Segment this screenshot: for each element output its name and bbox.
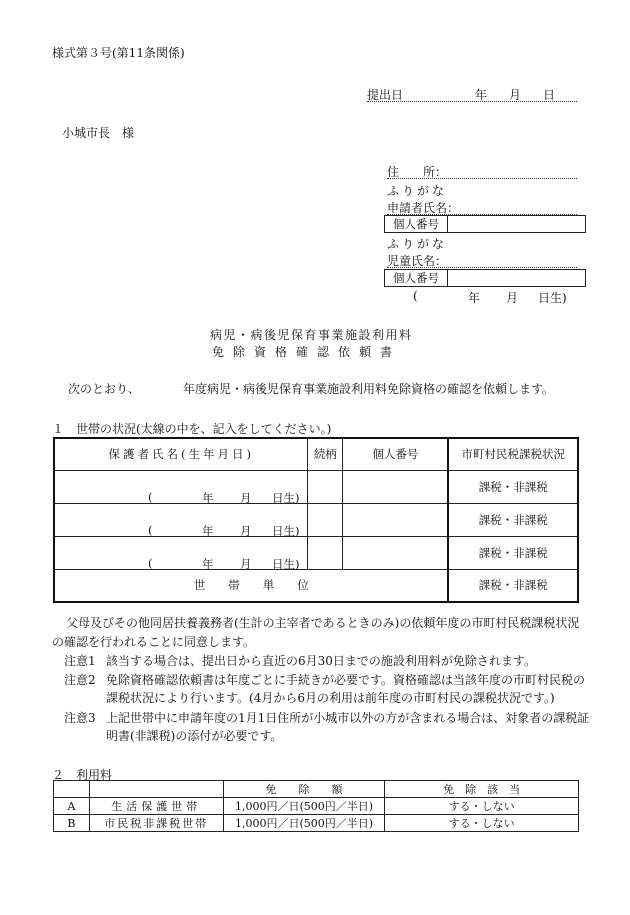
submission-date-line[interactable] [367,86,577,102]
note1-label: 注意1 [64,654,96,668]
guardian-cell[interactable]: ( 年 月 日生) [54,503,308,536]
row-name: 生活保護世帯 [89,798,223,815]
header-id: 個人番号 [343,438,449,470]
applicant-name-label: 申請者氏名： [387,201,460,215]
form-number: 様式第３号(第11条関係) [52,46,185,60]
household-tax-status[interactable]: 課税・非課税 [448,569,578,602]
applicant-name-field[interactable] [387,199,577,215]
table-row [54,503,578,536]
header-relation: 続柄 [308,438,343,470]
id-cell[interactable] [343,536,449,569]
applicant-id-label: 個人番号 [385,216,448,232]
note2-text1: 免除資格確認依頼書は年度ごとに手続きが必要です。資格確認は当該年度の市町村民税の [106,673,586,687]
header-tax: 市町村民税課税状況 [448,438,578,470]
relation-cell[interactable] [308,503,343,536]
usage-fee-table [53,780,579,832]
child-id-box[interactable] [384,269,586,287]
section2-heading: ２ 利用料 [52,768,113,782]
submission-day: 日 [543,88,556,102]
child-birthdate[interactable]: ( 年 月 日生) [413,289,567,305]
title-line2: 免除資格確認依頼書 [212,345,402,359]
tax-status[interactable]: 課税・非課税 [448,503,578,536]
child-id-label: 個人番号 [385,270,448,286]
child-name-field[interactable] [387,252,577,268]
row-applies[interactable]: する・しない [385,798,579,815]
submission-month: 月 [509,88,522,102]
header-guardian: 保護者氏名(生年月日) [54,438,308,470]
guardian-cell[interactable]: ( 年 月 日生) [54,536,308,569]
row-name: 市民税非課税世帯 [89,815,223,832]
addressee: 小城市長 様 [62,126,135,140]
intro-prefix: 次のとおり、 [68,382,141,396]
address-label: 住 所： [387,165,448,179]
note3-text1: 上記世帯中に申請年度の1月1日住所が小城市以外の方が含まれる場合は、対象者の課税証 [106,711,590,725]
household-unit-label: 世 帯 単 位 [54,569,448,602]
furigana-child: ふりがな [387,237,448,251]
title-line1: 病児・病後児保育事業施設利用料 [210,328,413,342]
consent-line1: 父母及びその他同居扶養義務者(生計の主宰者であるときのみ)の依頼年度の市町村民税課税状況 [66,616,580,630]
header-exemption-applies: 免 除 該 当 [385,781,579,798]
submission-year: 年 [475,88,488,102]
child-name-label: 児童氏名： [387,254,448,268]
id-cell[interactable] [343,503,449,536]
address-field[interactable] [387,163,577,179]
id-cell[interactable] [343,470,449,503]
note2-text2: 課税状況により行います。(4月から6月の利用は前年度の市町村民の課税状況です。) [106,691,555,705]
table-row [54,470,578,503]
note3-label: 注意3 [64,711,96,725]
note3-text2: 明書(非課税)の添付が必要です。 [106,729,283,743]
household-table [53,437,579,603]
header-exemption-amount: 免 除 額 [223,781,385,798]
relation-cell[interactable] [308,536,343,569]
row-applies[interactable]: する・しない [385,815,579,832]
table-row [54,536,578,569]
tax-status[interactable]: 課税・非課税 [448,470,578,503]
tax-status[interactable]: 課税・非課税 [448,536,578,569]
table-row [54,798,579,815]
note1-text: 該当する場合は、提出日から直近の6月30日までの施設利用料が免除されます。 [106,654,536,668]
row-amount: 1,000円／日(500円／半日) [223,815,385,832]
note2-label: 注意2 [64,673,96,687]
row-key: B [54,815,90,832]
relation-cell[interactable] [308,470,343,503]
furigana-applicant: ふりがな [387,184,448,198]
row-amount: 1,000円／日(500円／半日) [223,798,385,815]
row-key: A [54,798,90,815]
table-row [54,815,579,832]
consent-line2: の確認を行われることに同意します。 [52,635,256,649]
guardian-cell[interactable]: ( 年 月 日生) [54,470,308,503]
section1-heading: １ 世帯の状況(太線の中を、記入をしてください。) [52,422,332,436]
intro-text: 年度病児・病後児保育事業施設利用料免除資格の確認を依頼します。 [183,382,555,396]
applicant-id-box[interactable] [384,215,586,233]
submission-label: 提出日 [367,88,404,102]
